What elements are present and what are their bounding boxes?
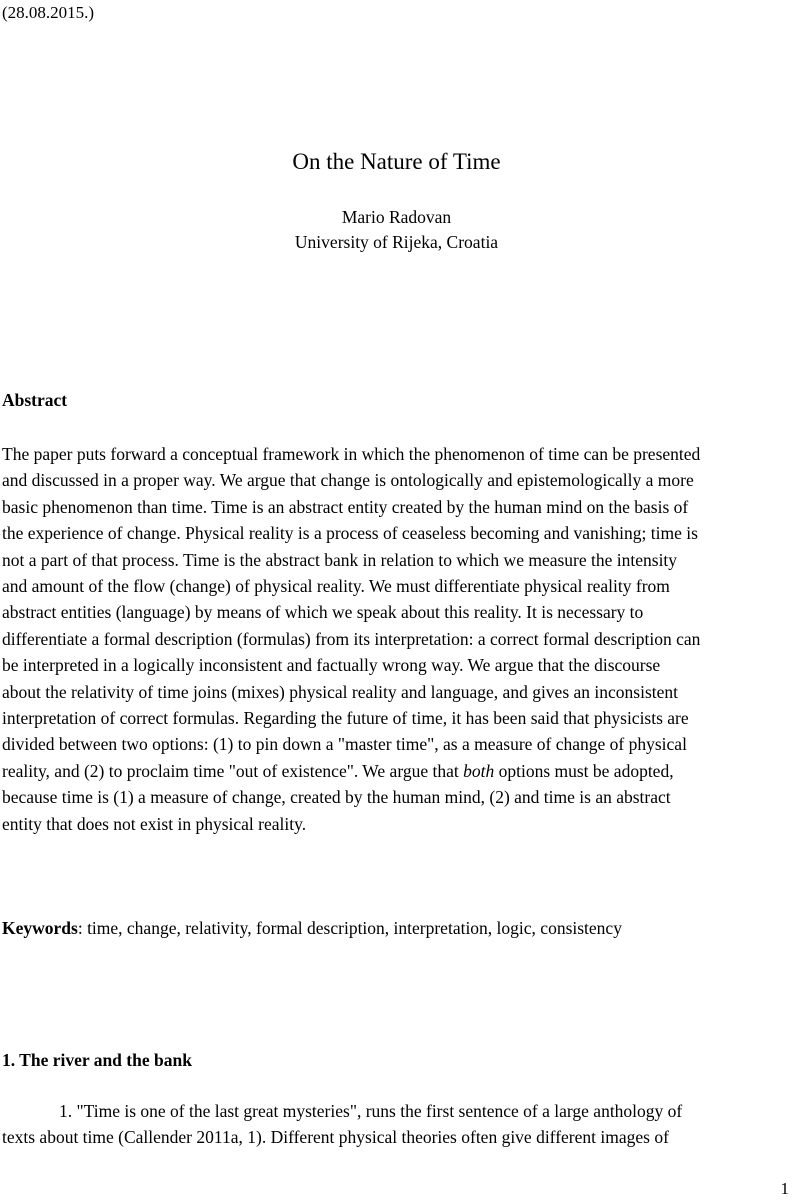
abstract-segment: be interpreted in a logically inconsistent and factually wrong way. We argue that the discourse — [2, 655, 661, 676]
abstract-text — [2, 441, 793, 837]
author-name: Mario Radovan — [341, 207, 452, 227]
abstract-line — [2, 467, 793, 493]
abstract-line — [2, 652, 793, 678]
keywords-line — [2, 917, 622, 940]
abstract-segment: entity that does not exist in physical reality. — [2, 813, 307, 834]
abstract-line — [2, 547, 793, 573]
paper-title: On the Nature of Time — [292, 149, 501, 174]
abstract-line — [2, 599, 793, 625]
abstract-line — [2, 494, 793, 520]
abstract-segment: and amount of the flow (change) of physical reality. We must differentiate physical reality from — [2, 576, 670, 597]
keywords-text: : time, change, relativity, formal description, interpretation, logic, consistency — [77, 918, 622, 938]
abstract-line — [2, 784, 793, 810]
paragraph-line: 1. "Time is one of the last great mysteries", runs the first sentence of a large anthology of — [59, 1101, 683, 1121]
abstract-line — [2, 758, 793, 784]
abstract-line — [2, 573, 793, 599]
author-affiliation: University of Rijeka, Croatia — [294, 232, 499, 252]
abstract-segment: because time is (1) a measure of change, created by the human mind, (2) and time is an abstract — [2, 787, 671, 808]
body-paragraph — [2, 1098, 793, 1151]
abstract-segment: not a part of that process. Time is the abstract bank in relation to which we measure the intensity — [2, 549, 678, 570]
abstract-segment: interpretation of correct formulas. Regarding the future of time, it has been said that physicists are — [2, 708, 689, 729]
abstract-segment: The paper puts forward a conceptual framework in which the phenomenon of time can be presented — [2, 444, 701, 464]
abstract-line — [2, 679, 793, 705]
abstract-segment: about the relativity of time joins (mixes) physical reality and language, and gives an inconsistent — [2, 681, 679, 702]
page-number: 1 — [780, 1179, 789, 1198]
abstract-italic-word: both — [463, 760, 495, 781]
abstract-segment: reality, and (2) to proclaim time "out of existence". We argue that — [2, 760, 464, 781]
abstract-segment: the experience of change. Physical reality is a process of ceaseless becoming and vanishing; time is — [2, 523, 698, 544]
section-heading: 1. The river and the bank — [2, 1050, 192, 1070]
abstract-line — [2, 441, 793, 467]
abstract-segment: differentiate a formal description (formulas) from its interpretation: a correct formal description can — [2, 628, 701, 649]
abstract-segment: options must be adopted, — [494, 760, 674, 781]
abstract-line — [2, 705, 793, 731]
abstract-segment: abstract entities (language) by means of which we speak about this reality. It is necessary to — [2, 602, 644, 623]
paragraph-line: texts about time (Callender 2011a, 1). Different physical theories often give different images of — [2, 1127, 669, 1148]
abstract-segment: basic phenomenon than time. Time is an abstract entity created by the human mind on the basis of — [2, 496, 689, 517]
keywords-label: Keywords — [2, 918, 78, 938]
date-annotation: (28.08.2015.) — [2, 3, 95, 22]
abstract-line — [2, 811, 793, 837]
abstract-line — [2, 626, 793, 652]
abstract-line — [2, 520, 793, 546]
abstract-line — [2, 731, 793, 757]
abstract-segment: divided between two options: (1) to pin down a "master time", as a measure of change of physical — [2, 734, 687, 755]
abstract-segment: and discussed in a proper way. We argue that change is ontologically and epistemologically a more — [2, 470, 694, 491]
abstract-heading: Abstract — [2, 390, 68, 410]
